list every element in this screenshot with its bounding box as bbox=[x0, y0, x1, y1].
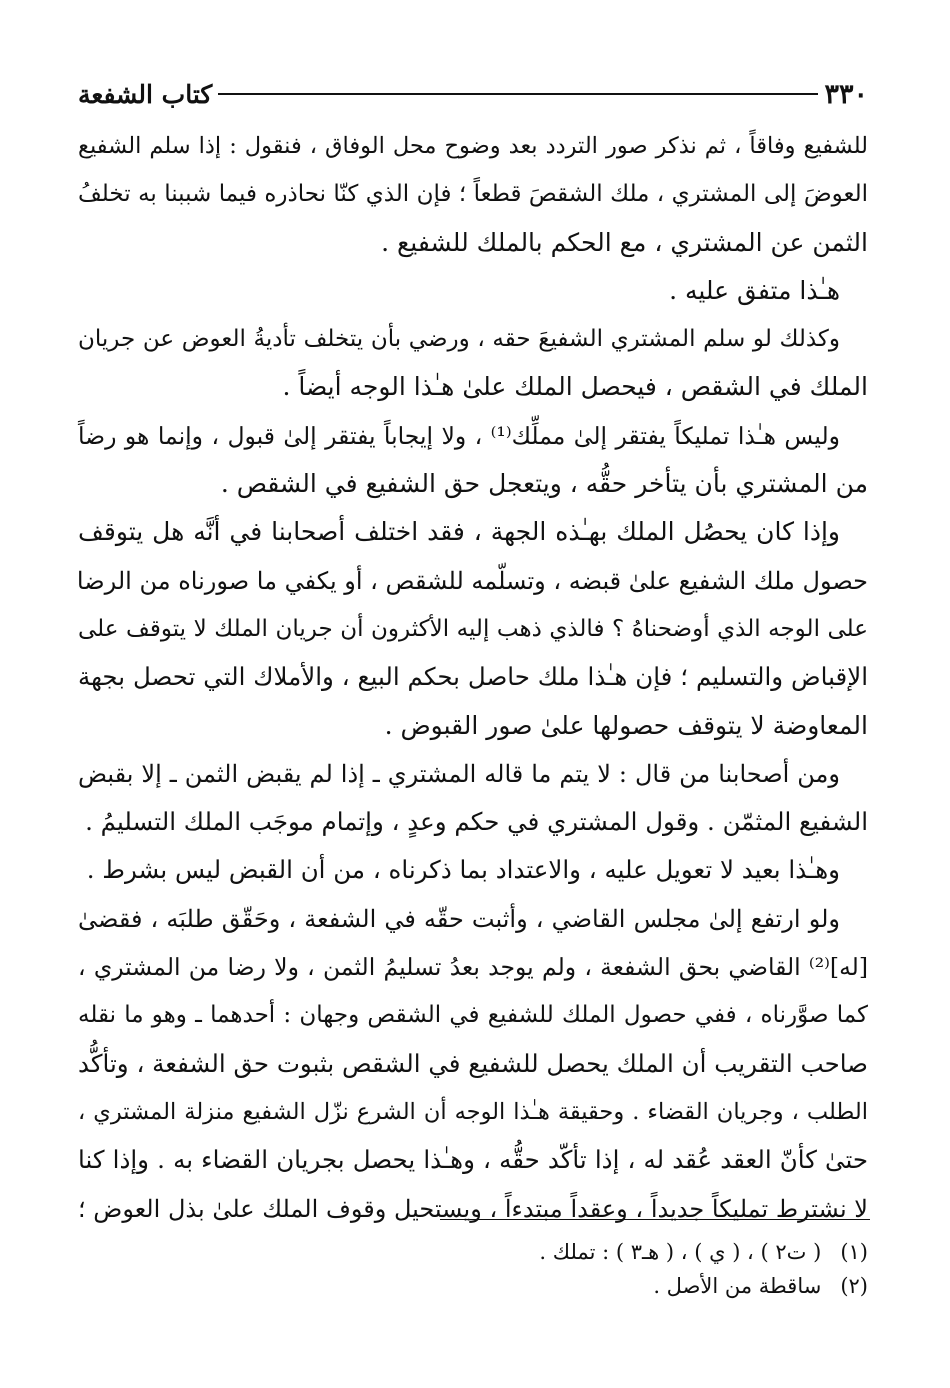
text-line: للشفيع وفاقاً ، ثم نذكر صور التردد بعد وضوح محل الوفاق ، فنقول : إذا سلم الشفيع bbox=[78, 133, 868, 159]
text-line: العوضَ إلى المشتري ، ملك الشقصَ قطعاً ؛ فإن الذي كنّا نحاذره فيما شببنا به تخلفُ bbox=[78, 181, 868, 208]
text-line: ولو ارتفع إلىٰ مجلس القاضي ، وأثبت حقّه في الشفعة ، وحَقّق طلبَه ، فقضىٰ bbox=[78, 904, 840, 933]
page-header bbox=[78, 76, 868, 112]
footnote-1 bbox=[78, 1235, 868, 1269]
text-line: وكذلك لو سلم المشتري الشفيعَ حقه ، ورضي بأن يتخلف تأديةُ العوض عن جريان bbox=[78, 326, 840, 353]
text-line: على الوجه الذي أوضحناهُ ؟ فالذي ذهب إليه الأكثرون أن جريان الملك لا يتوقف على bbox=[78, 615, 868, 642]
text-line: لا نشترط تمليكاً جديداً ، وعقداً مبتدءاً ، ويستحيل وقوف الملك علىٰ بذل العوض ؛ bbox=[78, 1194, 868, 1223]
header-rule bbox=[218, 93, 818, 95]
text-line: وإذا كان يحصُل الملك بهـٰذه الجهة ، فقد اختلف أصحابنا في أنَّه هل يتوقف bbox=[78, 517, 840, 547]
text-line: حتىٰ كأنّ العقد عُقد له ، إذا تأكّد حقُّه ، وهـٰذا يحصل بجريان القضاء به . وإذا كنا bbox=[78, 1145, 868, 1175]
page-body bbox=[78, 122, 868, 1233]
text-line: الطلب ، وجريان القضاء . وحقيقة هـٰذا الوجه أن الشرع نزّل الشفيع منزلة المشتري ، bbox=[78, 1098, 868, 1125]
text-line: وليس هـٰذا تمليكاً يفتقر إلىٰ مملِّك⁽¹⁾ ، ولا إيجاباً يفتقر إلىٰ قبول ، وإنما هو رضاً bbox=[78, 421, 840, 450]
text-line: هـٰذا متفق عليه . bbox=[669, 275, 840, 305]
text-line: حصول ملك الشفيع علىٰ قبضه ، وتسلّمه للشقص ، أو يكفي ما صورناه من الرضا bbox=[76, 566, 868, 595]
footnotes bbox=[78, 1235, 868, 1303]
page-number: ٣٣٠ bbox=[824, 78, 868, 110]
text-line: كما صوَّرناه ، ففي حصول الملك للشفيع في الشقص وجهان : أحدهما ـ وهو ما نقله bbox=[78, 1002, 868, 1029]
text-line: الشفيع المثمّن . وقول المشتري في حكم وعدٍ ، وإتمام موجَب الملك التسليمُ . bbox=[85, 807, 868, 837]
footnote-separator bbox=[440, 1219, 870, 1220]
footnote-number: (١) bbox=[840, 1240, 868, 1264]
text-line: الثمن عن المشتري ، مع الحكم بالملك للشفيع . bbox=[381, 227, 868, 257]
text-line: صاحب التقريب أن الملك يحصل للشفيع في الشقص بثبوت حق الشفعة ، وتأكُّد bbox=[78, 1048, 868, 1078]
text-line: الإقباض والتسليم ؛ فإن هـٰذا ملك حاصل بحكم البيع ، والأملاك التي تحصل بجهة bbox=[78, 662, 868, 692]
text-line: من المشتري بأن يتأخر حقُّه ، ويتعجل حق الشفيع في الشقص . bbox=[220, 469, 868, 499]
footnote-text: ( ت٢ ) ، ( ي ) ، ( هـ٣ ) : تملك . bbox=[539, 1240, 822, 1264]
footnote-number: (٢) bbox=[840, 1274, 868, 1298]
text-line: [له]⁽²⁾ القاضي بحق الشفعة ، ولم يوجد بعدُ تسليمُ الثمن ، ولا رضا من المشتري ، bbox=[78, 953, 868, 982]
footnote-2 bbox=[78, 1269, 868, 1303]
text-line: المعاوضة لا يتوقف حصولها علىٰ صور القبوض . bbox=[384, 710, 868, 740]
footnote-text: ساقطة من الأصل . bbox=[653, 1274, 822, 1298]
text-line: الملك في الشقص ، فيحصل الملك علىٰ هـٰذا الوجه أيضاً . bbox=[282, 372, 868, 402]
book-title: كتاب الشفعة bbox=[78, 79, 213, 109]
text-line: ومن أصحابنا من قال : لا يتم ما قاله المشتري ـ إذا لم يقبض الثمن ـ إلا بقبض bbox=[78, 759, 840, 788]
text-line: وهـٰذا بعيد لا تعويل عليه ، والاعتداد بما ذكرناه ، من أن القبض ليس بشرط . bbox=[86, 855, 840, 885]
